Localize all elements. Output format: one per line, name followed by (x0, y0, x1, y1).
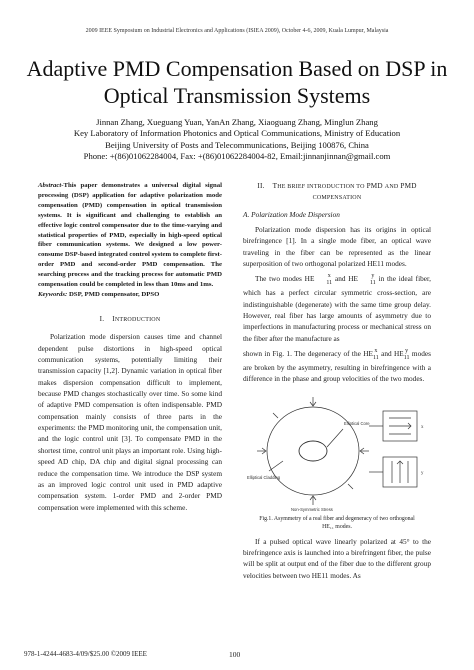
fiber-diagram (243, 391, 431, 513)
label-x-mode: x (421, 424, 424, 430)
keywords-lead: Keywords: (38, 290, 68, 298)
section-heading-introduction: I. INTRODUCTION (99, 314, 161, 323)
running-head: 2009 IEEE Symposium on Industrial Electronics and Applications (ISIEA 2009), October 4-6, 2009, Kuala Lumpur, Malaysia (85, 28, 389, 34)
paper-title (24, 55, 450, 109)
keywords (38, 290, 222, 300)
footer-isbn: 978-1-4244-4683-4/09/$25.00 ©2009 IEEE (24, 650, 147, 658)
label-y-mode: y (421, 470, 424, 476)
left-column (38, 181, 222, 513)
title-line-1: Adaptive PMD Compensation Based on DSP in (26, 56, 448, 81)
keywords-text: DSP, PMD compensator, DPSO (67, 290, 160, 298)
affiliation-lab: Key Laboratory of Information Photonics and Optical Communications, Ministry of Education (73, 128, 401, 139)
subsection-heading: A. Polarization Mode Dispersion (243, 210, 340, 219)
title-line-2: Optical Transmission Systems (103, 83, 371, 108)
pmd-paragraph-4: If a pulsed optical wave linearly polarized at 45° to the birefringence axis is launched into a birefringent fiber, the pulse will be split at output end of the fiber due to the different group velocities between two HE11 modes. As (243, 536, 431, 580)
abstract (38, 181, 222, 290)
abstract-text: -This paper demonstrates a universal digital signal processing (DSP) application for adaptive polarization mode compensation (PMD) compensation in optical transmission systems. It is significant and challenging to establish an effective logic control compensator due to the time-varying and statistical properties of PMD, especially in high-speed optical fiber communication systems. We designed a low power-consume DSP-based integrated control system to complete first-order PMD and second-order PMD compensation. The searching process and the tracking process for automatic PMD compensation could be completed in less than 10ms and 1ms. (38, 182, 222, 289)
label-elliptical-cladding: Elliptical Cladding (247, 474, 281, 480)
introduction-paragraph: Polarization mode dispersion causes time and channel dependent pulse distortions in high-speed optical communication systems, potentially limiting their transmission capacity [1,2]. Dynamic variation in optical fiber makes dispersion compensation difficult to implement, because PMD changes stochastically over time. So some kind of adaptive PMD compensation is often indispensable. PMD compensation mainly consists of three parts in the experiments: the PMD monitoring unit, the compensation unit, and the logic control unit [3]. To compensate PMD in the shortest time, control unit plays an important role. Using high-speed AD chip, DA chip and digital signal processing can reduce the compensation time. We introduce the DSP system as an improved logic control unit used in PMD adaptive compensation system. 1-order PMD and 2-order PMD compensation were implemented with this scheme. (38, 332, 222, 512)
affiliation-university: Beijing University of Posts and Telecommunications, Beijing 100876, China (105, 139, 369, 150)
figure-caption: Fig.1. Asymmetry of a real fiber and degeneracy of two orthogonal HE₁₁ modes. (259, 515, 415, 531)
contact-info: Phone: +(86)01062284004, Fax: +(86)01062284004-82, Email:jinnanjinnan@gmail.com (83, 151, 391, 162)
elliptical-core-outline (299, 441, 327, 461)
figure-fiber-asymmetry (243, 391, 431, 513)
page-number: 100 (229, 650, 241, 659)
pmd-paragraph-2: The two modes HE x 11 and HE y 11 in the ideal fiber, which has a perfect circular symmetric cross-section, are indistinguishable (degenerate) with the same time group delay. However, real fiber has large amounts of asymmetry due to imperfections in manufacturing process or mechanical stress on the fiber after the manufacture as (243, 273, 431, 343)
section-heading-pmd: II. THE BRIEF INTRODUCTION TO PMD AND PMD COMPENSATION (257, 182, 417, 201)
authors-block (24, 117, 450, 163)
author-names: Jinnan Zhang, Xueguang Yuan, YanAn Zhang, Xiaoguang Zhang, Minglun Zhang (96, 117, 378, 127)
right-column (243, 181, 431, 581)
pmd-paragraph-3: shown in Fig. 1. The degeneracy of the HE x 11 and HE y 11 modes are broken by the asymmetry, resulting in birefringence with a difference in the phase and group velocities of the two modes. (243, 348, 431, 384)
pmd-paragraph-1: Polarization mode dispersion has its origins in optical birefringence [1]. In a single mode fiber, an optical wave traveling in the fiber can be represented as the linear superposition of two orthogonal polarized HE11 modes. (243, 225, 431, 269)
label-elliptical-core: Elliptical Core (344, 420, 370, 426)
label-non-symmetric-stress: Non-Symmetric Stress (291, 506, 333, 512)
abstract-lead: Abstract (38, 182, 62, 189)
